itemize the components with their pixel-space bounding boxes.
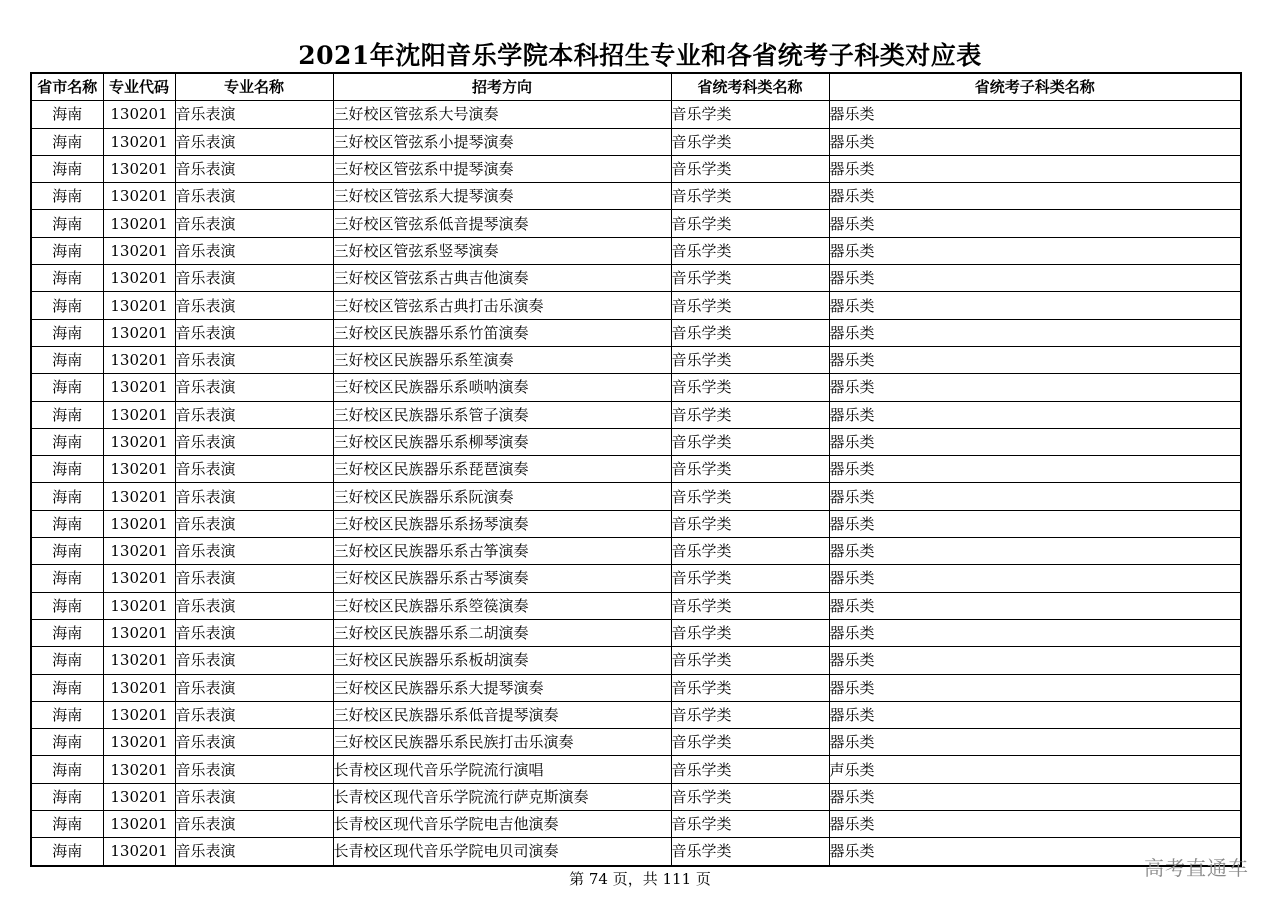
- cell-category: 音乐学类: [671, 101, 829, 128]
- cell-subcategory: 器乐类: [829, 510, 1241, 537]
- cell-major-name: 音乐表演: [175, 811, 333, 838]
- cell-direction: 三好校区民族器乐系笙演奏: [333, 346, 671, 373]
- cell-category: 音乐学类: [671, 811, 829, 838]
- cell-province: 海南: [31, 729, 103, 756]
- cell-major-code: 130201: [103, 510, 175, 537]
- cell-major-code: 130201: [103, 155, 175, 182]
- cell-major-name: 音乐表演: [175, 783, 333, 810]
- cell-major-code: 130201: [103, 538, 175, 565]
- cell-category: 音乐学类: [671, 374, 829, 401]
- cell-subcategory: 器乐类: [829, 647, 1241, 674]
- cell-category: 音乐学类: [671, 647, 829, 674]
- cell-category: 音乐学类: [671, 538, 829, 565]
- cell-major-code: 130201: [103, 401, 175, 428]
- cell-direction: 三好校区民族器乐系箜篌演奏: [333, 592, 671, 619]
- cell-major-name: 音乐表演: [175, 319, 333, 346]
- table-row: [31, 674, 1241, 701]
- cell-major-name: 音乐表演: [175, 401, 333, 428]
- cell-province: 海南: [31, 319, 103, 346]
- cell-major-code: 130201: [103, 128, 175, 155]
- cell-major-code: 130201: [103, 592, 175, 619]
- cell-subcategory: 器乐类: [829, 128, 1241, 155]
- cell-category: 音乐学类: [671, 838, 829, 866]
- document-title: 2021年沈阳音乐学院本科招生专业和各省统考子科类对应表: [298, 41, 982, 70]
- cell-major-code: 130201: [103, 838, 175, 866]
- cell-direction: 长青校区现代音乐学院流行萨克斯演奏: [333, 783, 671, 810]
- cell-major-code: 130201: [103, 210, 175, 237]
- cell-direction: 三好校区民族器乐系管子演奏: [333, 401, 671, 428]
- cell-category: 音乐学类: [671, 483, 829, 510]
- cell-major-name: 音乐表演: [175, 838, 333, 866]
- cell-province: 海南: [31, 838, 103, 866]
- cell-subcategory: 器乐类: [829, 565, 1241, 592]
- cell-subcategory: 器乐类: [829, 210, 1241, 237]
- cell-category: 音乐学类: [671, 346, 829, 373]
- cell-province: 海南: [31, 374, 103, 401]
- cell-direction: 三好校区民族器乐系古筝演奏: [333, 538, 671, 565]
- cell-subcategory: 器乐类: [829, 538, 1241, 565]
- cell-province: 海南: [31, 701, 103, 728]
- cell-category: 音乐学类: [671, 674, 829, 701]
- header-direction: 招考方向: [333, 73, 671, 101]
- cell-province: 海南: [31, 292, 103, 319]
- cell-major-name: 音乐表演: [175, 510, 333, 537]
- cell-major-name: 音乐表演: [175, 647, 333, 674]
- table-row: [31, 483, 1241, 510]
- table-row: [31, 155, 1241, 182]
- cell-subcategory: 器乐类: [829, 701, 1241, 728]
- cell-direction: 长青校区现代音乐学院流行演唱: [333, 756, 671, 783]
- table-row: [31, 811, 1241, 838]
- cell-category: 音乐学类: [671, 237, 829, 264]
- cell-major-code: 130201: [103, 565, 175, 592]
- table-row: [31, 510, 1241, 537]
- cell-direction: 三好校区管弦系大号演奏: [333, 101, 671, 128]
- page-footer: 第 74 页，共 111 页: [569, 870, 711, 888]
- cell-province: 海南: [31, 128, 103, 155]
- cell-subcategory: 器乐类: [829, 292, 1241, 319]
- table-row: [31, 237, 1241, 264]
- cell-province: 海南: [31, 183, 103, 210]
- cell-subcategory: 器乐类: [829, 456, 1241, 483]
- table-header-row: [31, 73, 1241, 101]
- table-row: [31, 101, 1241, 128]
- cell-direction: 三好校区管弦系古典吉他演奏: [333, 265, 671, 292]
- cell-subcategory: 器乐类: [829, 319, 1241, 346]
- cell-category: 音乐学类: [671, 155, 829, 182]
- cell-category: 音乐学类: [671, 592, 829, 619]
- cell-direction: 三好校区管弦系古典打击乐演奏: [333, 292, 671, 319]
- cell-major-code: 130201: [103, 292, 175, 319]
- cell-direction: 长青校区现代音乐学院电吉他演奏: [333, 811, 671, 838]
- cell-major-name: 音乐表演: [175, 565, 333, 592]
- cell-province: 海南: [31, 647, 103, 674]
- table-row: [31, 210, 1241, 237]
- cell-province: 海南: [31, 210, 103, 237]
- cell-major-code: 130201: [103, 647, 175, 674]
- cell-category: 音乐学类: [671, 510, 829, 537]
- cell-major-code: 130201: [103, 374, 175, 401]
- table-row: [31, 374, 1241, 401]
- cell-direction: 三好校区民族器乐系扬琴演奏: [333, 510, 671, 537]
- table-row: [31, 756, 1241, 783]
- cell-direction: 三好校区管弦系低音提琴演奏: [333, 210, 671, 237]
- cell-major-code: 130201: [103, 701, 175, 728]
- cell-major-name: 音乐表演: [175, 483, 333, 510]
- cell-subcategory: 声乐类: [829, 756, 1241, 783]
- cell-category: 音乐学类: [671, 619, 829, 646]
- cell-major-name: 音乐表演: [175, 155, 333, 182]
- header-province: 省市名称: [31, 73, 103, 101]
- table-row: [31, 701, 1241, 728]
- cell-subcategory: 器乐类: [829, 265, 1241, 292]
- cell-major-name: 音乐表演: [175, 183, 333, 210]
- table-row: [31, 592, 1241, 619]
- cell-category: 音乐学类: [671, 756, 829, 783]
- cell-major-code: 130201: [103, 101, 175, 128]
- cell-major-code: 130201: [103, 319, 175, 346]
- cell-category: 音乐学类: [671, 401, 829, 428]
- table-row: [31, 128, 1241, 155]
- cell-subcategory: 器乐类: [829, 674, 1241, 701]
- cell-direction: 三好校区民族器乐系柳琴演奏: [333, 428, 671, 455]
- cell-subcategory: 器乐类: [829, 101, 1241, 128]
- cell-major-name: 音乐表演: [175, 592, 333, 619]
- table-row: [31, 838, 1241, 866]
- cell-direction: 三好校区民族器乐系民族打击乐演奏: [333, 729, 671, 756]
- cell-category: 音乐学类: [671, 565, 829, 592]
- cell-major-name: 音乐表演: [175, 538, 333, 565]
- cell-province: 海南: [31, 483, 103, 510]
- header-subcategory: 省统考子科类名称: [829, 73, 1241, 101]
- cell-major-code: 130201: [103, 783, 175, 810]
- cell-province: 海南: [31, 237, 103, 264]
- cell-province: 海南: [31, 592, 103, 619]
- cell-province: 海南: [31, 756, 103, 783]
- table-row: [31, 292, 1241, 319]
- header-major-name: 专业名称: [175, 73, 333, 101]
- cell-subcategory: 器乐类: [829, 838, 1241, 866]
- cell-direction: 三好校区管弦系中提琴演奏: [333, 155, 671, 182]
- cell-major-code: 130201: [103, 346, 175, 373]
- cell-major-name: 音乐表演: [175, 456, 333, 483]
- cell-category: 音乐学类: [671, 456, 829, 483]
- cell-province: 海南: [31, 674, 103, 701]
- cell-subcategory: 器乐类: [829, 183, 1241, 210]
- cell-category: 音乐学类: [671, 319, 829, 346]
- cell-major-name: 音乐表演: [175, 210, 333, 237]
- cell-category: 音乐学类: [671, 183, 829, 210]
- cell-province: 海南: [31, 401, 103, 428]
- cell-major-name: 音乐表演: [175, 756, 333, 783]
- cell-direction: 三好校区民族器乐系琵琶演奏: [333, 456, 671, 483]
- table-row: [31, 183, 1241, 210]
- cell-direction: 三好校区民族器乐系二胡演奏: [333, 619, 671, 646]
- cell-major-name: 音乐表演: [175, 674, 333, 701]
- table-row: [31, 729, 1241, 756]
- cell-subcategory: 器乐类: [829, 729, 1241, 756]
- cell-subcategory: 器乐类: [829, 401, 1241, 428]
- cell-major-code: 130201: [103, 456, 175, 483]
- cell-subcategory: 器乐类: [829, 483, 1241, 510]
- cell-direction: 三好校区民族器乐系低音提琴演奏: [333, 701, 671, 728]
- cell-subcategory: 器乐类: [829, 237, 1241, 264]
- cell-category: 音乐学类: [671, 128, 829, 155]
- cell-province: 海南: [31, 346, 103, 373]
- table-row: [31, 647, 1241, 674]
- cell-subcategory: 器乐类: [829, 811, 1241, 838]
- table-row: [31, 346, 1241, 373]
- header-major-code: 专业代码: [103, 73, 175, 101]
- cell-province: 海南: [31, 510, 103, 537]
- cell-major-name: 音乐表演: [175, 729, 333, 756]
- cell-category: 音乐学类: [671, 265, 829, 292]
- cell-province: 海南: [31, 101, 103, 128]
- cell-major-code: 130201: [103, 183, 175, 210]
- cell-subcategory: 器乐类: [829, 783, 1241, 810]
- cell-major-code: 130201: [103, 428, 175, 455]
- cell-category: 音乐学类: [671, 210, 829, 237]
- cell-direction: 三好校区民族器乐系竹笛演奏: [333, 319, 671, 346]
- table-row: [31, 319, 1241, 346]
- cell-direction: 三好校区民族器乐系古琴演奏: [333, 565, 671, 592]
- cell-province: 海南: [31, 565, 103, 592]
- cell-province: 海南: [31, 783, 103, 810]
- cell-subcategory: 器乐类: [829, 428, 1241, 455]
- table-row: [31, 456, 1241, 483]
- cell-major-name: 音乐表演: [175, 101, 333, 128]
- table-row: [31, 265, 1241, 292]
- cell-major-name: 音乐表演: [175, 428, 333, 455]
- cell-province: 海南: [31, 155, 103, 182]
- cell-direction: 长青校区现代音乐学院电贝司演奏: [333, 838, 671, 866]
- cell-subcategory: 器乐类: [829, 346, 1241, 373]
- cell-direction: 三好校区民族器乐系唢呐演奏: [333, 374, 671, 401]
- table-row: [31, 428, 1241, 455]
- cell-major-code: 130201: [103, 483, 175, 510]
- cell-major-name: 音乐表演: [175, 619, 333, 646]
- cell-major-code: 130201: [103, 265, 175, 292]
- cell-direction: 三好校区民族器乐系阮演奏: [333, 483, 671, 510]
- cell-province: 海南: [31, 265, 103, 292]
- cell-major-name: 音乐表演: [175, 346, 333, 373]
- cell-major-code: 130201: [103, 811, 175, 838]
- table-row: [31, 401, 1241, 428]
- table-body: [31, 101, 1241, 866]
- cell-category: 音乐学类: [671, 428, 829, 455]
- cell-direction: 三好校区管弦系竖琴演奏: [333, 237, 671, 264]
- header-category: 省统考科类名称: [671, 73, 829, 101]
- cell-major-code: 130201: [103, 237, 175, 264]
- cell-subcategory: 器乐类: [829, 592, 1241, 619]
- cell-major-name: 音乐表演: [175, 701, 333, 728]
- cell-subcategory: 器乐类: [829, 619, 1241, 646]
- cell-category: 音乐学类: [671, 729, 829, 756]
- cell-direction: 三好校区民族器乐系大提琴演奏: [333, 674, 671, 701]
- cell-province: 海南: [31, 428, 103, 455]
- cell-major-name: 音乐表演: [175, 292, 333, 319]
- cell-major-code: 130201: [103, 729, 175, 756]
- cell-subcategory: 器乐类: [829, 155, 1241, 182]
- cell-major-code: 130201: [103, 756, 175, 783]
- cell-province: 海南: [31, 811, 103, 838]
- cell-province: 海南: [31, 619, 103, 646]
- watermark: 高考直通车: [1144, 856, 1249, 880]
- cell-category: 音乐学类: [671, 292, 829, 319]
- cell-major-name: 音乐表演: [175, 265, 333, 292]
- cell-major-code: 130201: [103, 674, 175, 701]
- table-row: [31, 619, 1241, 646]
- cell-province: 海南: [31, 456, 103, 483]
- cell-province: 海南: [31, 538, 103, 565]
- cell-direction: 三好校区管弦系小提琴演奏: [333, 128, 671, 155]
- cell-category: 音乐学类: [671, 783, 829, 810]
- table-row: [31, 783, 1241, 810]
- cell-major-name: 音乐表演: [175, 237, 333, 264]
- cell-subcategory: 器乐类: [829, 374, 1241, 401]
- cell-major-name: 音乐表演: [175, 128, 333, 155]
- cell-direction: 三好校区民族器乐系板胡演奏: [333, 647, 671, 674]
- table-row: [31, 538, 1241, 565]
- enrollment-table: [30, 72, 1242, 867]
- table-row: [31, 565, 1241, 592]
- cell-major-code: 130201: [103, 619, 175, 646]
- cell-direction: 三好校区管弦系大提琴演奏: [333, 183, 671, 210]
- cell-major-name: 音乐表演: [175, 374, 333, 401]
- cell-category: 音乐学类: [671, 701, 829, 728]
